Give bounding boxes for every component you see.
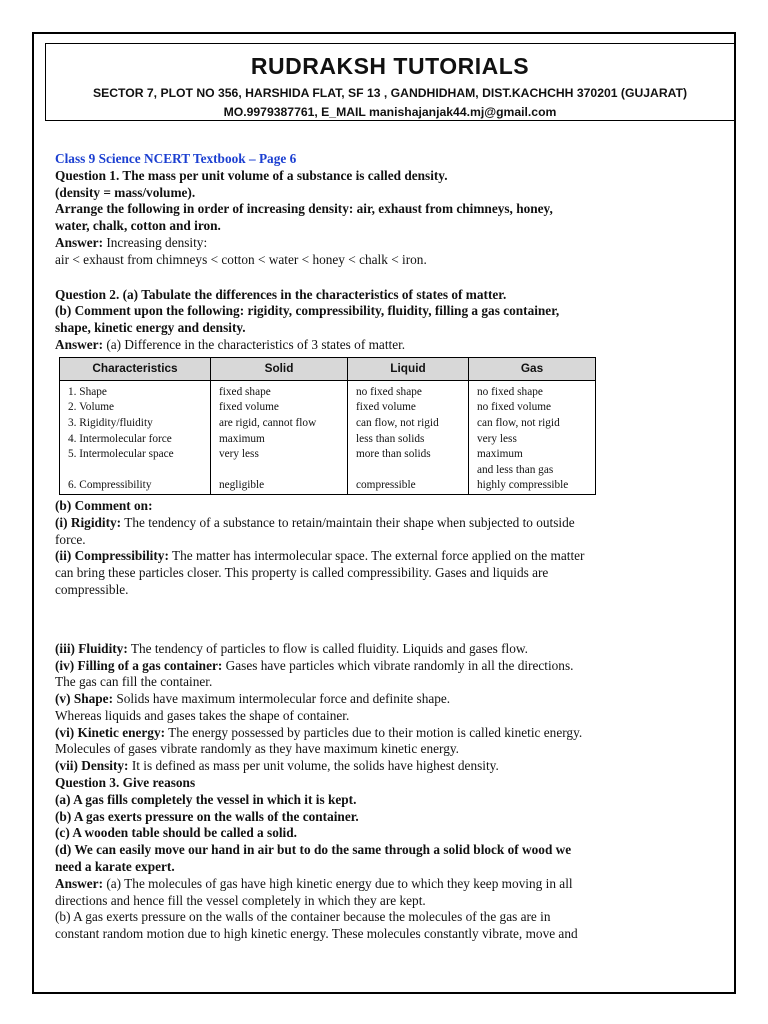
comments-heading: (b) Comment on: <box>55 497 153 513</box>
table-header-solid: Solid <box>211 357 348 380</box>
header-box <box>45 43 735 121</box>
q3-line-3: (b) A gas exerts pressure on the walls of the container. <box>55 808 359 824</box>
comment-rigidity: (i) Rigidity: The tendency of a substance to retain/maintain their shape when subjected to outside <box>55 514 575 530</box>
comment-filling-line-2: The gas can fill the container. <box>55 674 213 690</box>
q3-line-2: (a) A gas fills completely the vessel in which it is kept. <box>55 791 357 807</box>
q3-answer: Answer: (a) The molecules of gas have high kinetic energy due to which they keep moving in all <box>55 875 573 891</box>
gas-column: no fixed shape no fixed volume can flow, not rigid very less maximum and less than gas highly compressible <box>469 380 596 494</box>
q1-line-2: (density = mass/volume). <box>55 184 196 200</box>
comment-rigidity-line-2: force. <box>55 531 86 547</box>
q2-line-2: (b) Comment upon the following: rigidity, compressibility, fluidity, filling a gas container, <box>55 303 560 319</box>
q1-answer-line-2: air < exhaust from chimneys < cotton < water < honey < chalk < iron. <box>55 251 427 267</box>
comment-density: (vii) Density: It is defined as mass per unit volume, the solids have highest density. <box>55 758 499 774</box>
q3-answer-line-4: constant random motion due to high kinetic energy. These molecules constantly vibrate, move and <box>55 926 578 942</box>
institute-address: SECTOR 7, PLOT NO 356, HARSHIDA FLAT, SF 13 , GANDHIDHAM, DIST.KACHCHH 370201 (GUJARAT) <box>92 86 688 100</box>
q3-line-1: Question 3. Give reasons <box>55 775 196 791</box>
q1-line-4: water, chalk, cotton and iron. <box>55 218 221 234</box>
q1-line-1: Question 1. The mass per unit volume of a substance is called density. <box>55 167 448 183</box>
states-of-matter-table <box>59 357 596 495</box>
comment-compressibility: (ii) Compressibility: The matter has intermolecular space. The external force applied on the matter <box>55 548 585 564</box>
institute-contact: MO.9979387761, E_MAIL manishajanjak44.mj@gmail.com <box>223 105 557 119</box>
comment-shape-line-2: Whereas liquids and gases takes the shape of container. <box>55 707 350 723</box>
institute-title: RUDRAKSH TUTORIALS <box>250 53 530 79</box>
q2-line-1: Question 2. (a) Tabulate the differences in the characteristics of states of matter. <box>55 286 507 302</box>
comment-kinetic-line-2: Molecules of gases vibrate randomly as they have maximum kinetic energy. <box>55 741 459 757</box>
comment-shape: (v) Shape: Solids have maximum intermolecular force and definite shape. <box>55 691 451 707</box>
comment-fluidity: (iii) Fluidity: The tendency of particles to flow is called fluidity. Liquids and gases flow. <box>55 640 528 656</box>
q3-line-4: (c) A wooden table should be called a solid. <box>55 825 297 841</box>
table-header-gas: Gas <box>469 357 596 380</box>
table-header-characteristics: Characteristics <box>60 357 211 380</box>
q1-answer: Answer: Increasing density: <box>55 234 208 250</box>
characteristics-column: 1. Shape 2. Volume 3. Rigidity/fluidity 4. Intermolecular force 5. Intermolecular space 6. Compressibility <box>60 380 211 494</box>
table-header-liquid: Liquid <box>348 357 469 380</box>
comment-kinetic: (vi) Kinetic energy: The energy possessed by particles due to their motion is called kinetic energy. <box>55 724 583 740</box>
comment-compressibility-line-3: compressible. <box>55 581 129 597</box>
q3-line-5: (d) We can easily move our hand in air but to do the same through a solid block of wood we <box>55 842 572 858</box>
q3-answer-line-3: (b) A gas exerts pressure on the walls of the container because the molecules of the gas are in <box>55 909 551 925</box>
comment-compressibility-line-2: can bring these particles closer. This property is called compressibility. Gases and liquids are <box>55 565 549 581</box>
q3-answer-line-2: directions and hence fill the vessel completely in which they are kept. <box>55 892 426 908</box>
comment-filling: (iv) Filling of a gas container: Gases have particles which vibrate randomly in all the directions. <box>55 657 574 673</box>
q2-answer: Answer: (a) Difference in the characteristics of 3 states of matter. <box>55 336 406 352</box>
q2-line-3: shape, kinetic energy and density. <box>55 320 246 336</box>
solid-column: fixed shape fixed volume are rigid, cannot flow maximum very less negligible <box>211 380 348 494</box>
document-content <box>55 151 680 943</box>
liquid-column: no fixed shape fixed volume can flow, not rigid less than solids more than solids compressible <box>348 380 469 494</box>
q1-line-3: Arrange the following in order of increasing density: air, exhaust from chimneys, honey, <box>55 201 553 217</box>
page-heading: Class 9 Science NCERT Textbook – Page 6 <box>55 151 297 166</box>
q3-line-6: need a karate expert. <box>55 859 175 875</box>
